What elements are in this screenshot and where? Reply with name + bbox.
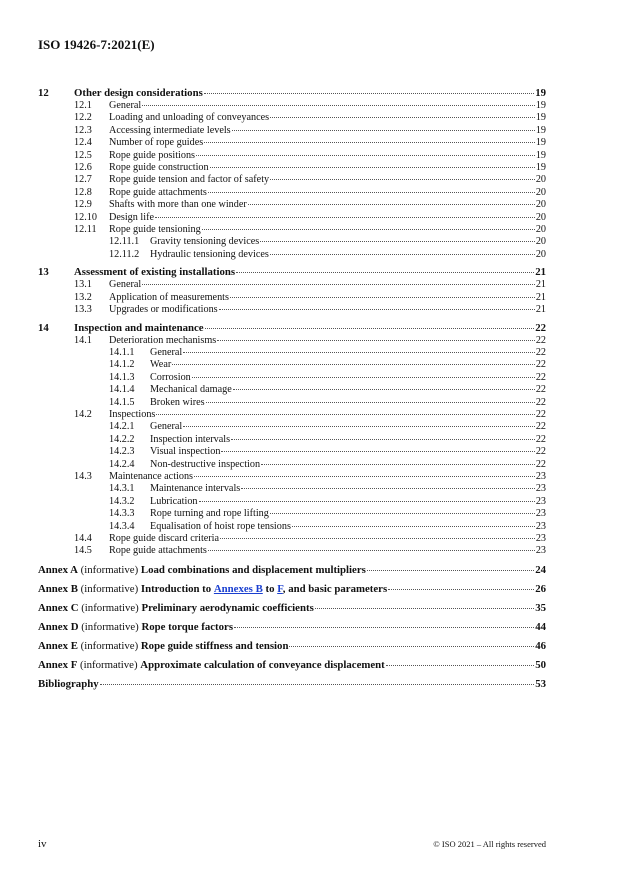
toc-number: 14.1.3: [109, 371, 135, 383]
annex-label: Annex F: [38, 658, 78, 671]
toc-number: 12.11.1: [109, 236, 140, 248]
dot-leader: [210, 167, 535, 168]
toc-title: Rope guide attachments: [109, 545, 207, 557]
toc-title: Rope turning and rope lifting: [150, 508, 269, 520]
toc-number: 14.1.4: [109, 384, 135, 396]
dot-leader: [289, 646, 534, 647]
toc-page: 23: [535, 470, 546, 482]
toc-entry[interactable]: [38, 86, 546, 100]
annex-title: Rope torque factors: [141, 620, 234, 633]
toc-entry[interactable]: [38, 533, 546, 545]
dot-leader: [205, 328, 535, 329]
toc-number: 14.1.5: [109, 396, 135, 408]
toc-annex-entry[interactable]: [38, 563, 546, 577]
toc-title: Maintenance actions: [109, 470, 194, 482]
toc-page: 20: [535, 236, 546, 248]
annex-title: Approximate calculation of conveyance displacement: [140, 658, 385, 671]
dot-leader: [172, 364, 535, 365]
toc-entry[interactable]: [38, 137, 546, 149]
toc-title: Inspection and maintenance: [74, 321, 204, 334]
toc-entry[interactable]: [38, 279, 546, 291]
toc-title: Inspections: [109, 408, 156, 420]
toc-entry[interactable]: [38, 125, 546, 137]
toc-entry[interactable]: [38, 249, 546, 261]
toc-title: Shafts with more than one winder: [109, 199, 247, 211]
dot-leader: [199, 501, 535, 502]
toc-entry[interactable]: [38, 459, 546, 471]
copyright-notice: © ISO 2021 – All rights reserved: [433, 839, 546, 849]
annex-title: Rope guide stiffness and tension: [140, 639, 289, 652]
toc-title: Accessing intermediate levels: [109, 124, 231, 136]
toc-number: 13.1: [74, 279, 92, 291]
toc-title: Loading and unloading of conveyances: [109, 112, 270, 124]
toc-title: Rope guide construction: [109, 162, 209, 174]
toc-page: 22: [535, 334, 546, 346]
toc-page: 20: [535, 211, 546, 223]
toc-number: 14.3.3: [109, 508, 135, 520]
toc-annex-entry[interactable]: [38, 658, 546, 672]
toc-page: 22: [535, 346, 546, 358]
toc-title: Rope guide tension and factor of safety: [109, 174, 270, 186]
toc-entry[interactable]: [38, 187, 546, 199]
toc-page: 22: [535, 384, 546, 396]
toc-number: 12.11.2: [109, 248, 140, 260]
dot-leader: [270, 254, 535, 255]
toc-title: Gravity tensioning devices: [150, 236, 260, 248]
dot-leader: [241, 488, 535, 489]
toc-entry[interactable]: [38, 265, 546, 279]
toc-page: 22: [535, 396, 546, 408]
toc-entry[interactable]: [38, 359, 546, 371]
toc-number: 12.9: [74, 199, 92, 211]
toc-page: 23: [535, 483, 546, 495]
annex-label: Annex C: [38, 601, 79, 614]
toc-page: 19: [535, 162, 546, 174]
toc-number: 14.1: [74, 334, 92, 346]
toc-entry[interactable]: [38, 212, 546, 224]
dot-leader: [155, 217, 535, 218]
toc-page: 20: [535, 174, 546, 186]
annex-kind: (informative): [81, 601, 139, 614]
annex-f-link[interactable]: F: [277, 582, 283, 595]
toc-title: Assessment of existing installations: [74, 266, 236, 279]
table-of-contents: [38, 86, 546, 691]
toc-title: Hydraulic tensioning devices: [150, 248, 269, 260]
page-number: iv: [38, 838, 47, 850]
toc-number: 12.2: [74, 112, 92, 124]
toc-title: Lubrication: [150, 495, 198, 507]
toc-number: 14.2.2: [109, 433, 135, 445]
dot-leader: [208, 192, 535, 193]
toc-number: 14.3.1: [109, 483, 135, 495]
toc-entry[interactable]: [38, 521, 546, 533]
toc-entry[interactable]: [38, 483, 546, 495]
toc-title: Rope guide positions: [109, 149, 196, 161]
toc-bibliography-entry[interactable]: [38, 677, 546, 691]
dot-leader: [270, 513, 535, 514]
toc-number: 12.5: [74, 149, 92, 161]
toc-page: 22: [535, 446, 546, 458]
toc-page: 23: [535, 495, 546, 507]
dot-leader: [386, 665, 534, 666]
dot-leader: [202, 229, 535, 230]
dot-leader: [232, 130, 535, 131]
annexes-b-link[interactable]: Annexes B: [213, 582, 263, 595]
toc-page: 35: [535, 601, 546, 614]
toc-number: 12.10: [74, 211, 97, 223]
toc-annex-entry[interactable]: [38, 582, 546, 596]
toc-page: 23: [535, 520, 546, 532]
toc-number: 12.11: [74, 224, 97, 236]
toc-entry[interactable]: [38, 304, 546, 316]
toc-number: 13.3: [74, 304, 92, 316]
toc-title: Rope guide tensioning: [109, 224, 201, 236]
annex-title: Load combinations and displacement multipliers: [140, 563, 366, 576]
toc-number: 14: [38, 321, 49, 334]
annex-label: Annex D: [38, 620, 79, 633]
dot-leader: [196, 155, 535, 156]
toc-entry[interactable]: [38, 335, 546, 347]
dot-leader: [248, 204, 535, 205]
dot-leader: [156, 414, 534, 415]
dot-leader: [270, 179, 535, 180]
annex-label: Annex E: [38, 639, 78, 652]
toc-page: 19: [535, 149, 546, 161]
dot-leader: [261, 464, 535, 465]
toc-title: Equalisation of hoist rope tensions: [150, 520, 291, 532]
toc-entry[interactable]: [38, 471, 546, 483]
dot-leader: [206, 402, 535, 403]
dot-leader: [315, 608, 534, 609]
dot-leader: [234, 627, 534, 628]
dot-leader: [236, 272, 534, 273]
toc-page: 22: [535, 359, 546, 371]
toc-entry[interactable]: [38, 409, 546, 421]
toc-page: 19: [535, 124, 546, 136]
toc-entry[interactable]: [38, 162, 546, 174]
toc-title: General: [150, 346, 183, 358]
dot-leader: [217, 340, 535, 341]
dot-leader: [142, 105, 535, 106]
toc-title: General: [109, 100, 142, 111]
toc-page: 50: [535, 658, 546, 671]
toc-number: 14.1.1: [109, 346, 135, 358]
toc-entry[interactable]: [38, 434, 546, 446]
annex-label: Annex A: [38, 563, 78, 576]
toc-number: 12.1: [74, 100, 92, 111]
toc-entry[interactable]: [38, 545, 546, 557]
dot-leader: [183, 352, 535, 353]
toc-page: 46: [535, 639, 546, 652]
toc-number: 14.3.4: [109, 520, 135, 532]
toc-number: 14.3.2: [109, 495, 135, 507]
toc-number: 12.6: [74, 162, 92, 174]
toc-page: 23: [535, 508, 546, 520]
annex-title-mid: to: [265, 582, 275, 595]
toc-title: Rope guide discard criteria: [109, 533, 220, 544]
annex-title: Preliminary aerodynamic coefficients: [141, 601, 314, 614]
dot-leader: [388, 589, 534, 590]
toc-number: 14.2: [74, 408, 92, 420]
toc-page: 21: [535, 266, 546, 279]
toc-number: 12: [38, 87, 49, 99]
toc-entry[interactable]: [38, 446, 546, 458]
toc-title: Visual inspection: [150, 446, 221, 458]
toc-page: 24: [535, 563, 546, 576]
toc-entry[interactable]: [38, 199, 546, 211]
dot-leader: [230, 297, 535, 298]
dot-leader: [204, 142, 535, 143]
toc-number: 14.2.4: [109, 458, 135, 470]
toc-entry[interactable]: [38, 496, 546, 508]
toc-number: 12.4: [74, 137, 92, 149]
toc-page: 19: [535, 87, 546, 99]
annex-kind: (informative): [80, 639, 139, 652]
toc-title: Design life: [109, 211, 154, 223]
toc-page: 53: [535, 677, 546, 690]
toc-entry[interactable]: [38, 321, 546, 335]
dot-leader: [142, 284, 535, 285]
toc-page: 22: [535, 408, 546, 420]
dot-leader: [208, 550, 535, 551]
toc-number: 14.4: [74, 533, 92, 544]
dot-leader: [220, 538, 535, 539]
toc-title: Mechanical damage: [150, 384, 232, 396]
toc-title: Non-destructive inspection: [150, 458, 261, 470]
toc-title: Rope guide attachments: [109, 186, 207, 198]
toc-annex-entry[interactable]: [38, 601, 546, 615]
toc-page: 23: [535, 533, 546, 544]
toc-entry[interactable]: [38, 112, 546, 124]
toc-entry[interactable]: [38, 174, 546, 186]
toc-number: 12.8: [74, 186, 92, 198]
toc-title: Wear: [150, 359, 172, 371]
toc-title: Upgrades or modifications: [109, 304, 218, 316]
toc-title: Application of measurements: [109, 291, 229, 303]
toc-number: 14.2.1: [109, 421, 135, 433]
toc-entry[interactable]: [38, 421, 546, 433]
toc-entry[interactable]: [38, 224, 546, 236]
toc-page: 22: [535, 371, 546, 383]
toc-page: 22: [535, 421, 546, 433]
toc-page: 21: [535, 279, 546, 291]
toc-number: 12.3: [74, 124, 92, 136]
toc-number: 14.5: [74, 545, 92, 557]
toc-page: 21: [535, 304, 546, 316]
annex-kind: (informative): [80, 582, 139, 595]
annex-kind: (informative): [80, 658, 138, 671]
toc-entry[interactable]: [38, 150, 546, 162]
dot-leader: [270, 117, 535, 118]
dot-leader: [233, 389, 535, 390]
toc-page: 20: [535, 199, 546, 211]
toc-annex-entry[interactable]: [38, 620, 546, 634]
toc-page: 22: [535, 321, 546, 334]
toc-page: 19: [535, 137, 546, 149]
toc-entry[interactable]: [38, 236, 546, 248]
toc-title: Number of rope guides: [109, 137, 204, 149]
toc-number: 14.3: [74, 470, 92, 482]
dot-leader: [367, 570, 534, 571]
toc-page: 19: [535, 112, 546, 124]
dot-leader: [194, 476, 535, 477]
toc-title: Deterioration mechanisms: [109, 334, 217, 346]
annex-label: Annex B: [38, 582, 78, 595]
toc-title: General: [109, 279, 142, 291]
dot-leader: [192, 377, 535, 378]
toc-title: General: [150, 421, 183, 433]
toc-page: 20: [535, 248, 546, 260]
dot-leader: [183, 426, 535, 427]
toc-number: 14.2.3: [109, 446, 135, 458]
toc-page: 19: [535, 100, 546, 111]
toc-number: 13.2: [74, 291, 92, 303]
toc-title: Inspection intervals: [150, 433, 231, 445]
toc-page: 22: [535, 433, 546, 445]
bibliography-title: Bibliography: [38, 677, 99, 690]
toc-entry[interactable]: [38, 292, 546, 304]
toc-number: 14.1.2: [109, 359, 135, 371]
annex-kind: (informative): [81, 620, 139, 633]
toc-entry[interactable]: [38, 384, 546, 396]
toc-number: 12.7: [74, 174, 92, 186]
toc-page: 44: [535, 620, 546, 633]
annex-kind: (informative): [80, 563, 139, 576]
dot-leader: [231, 439, 535, 440]
toc-title: Maintenance intervals: [150, 483, 241, 495]
toc-page: 23: [535, 545, 546, 557]
toc-entry[interactable]: [38, 100, 546, 112]
dot-leader: [260, 241, 535, 242]
dot-leader: [100, 684, 535, 685]
toc-entry[interactable]: [38, 347, 546, 359]
toc-number: 13: [38, 266, 49, 279]
toc-page: 22: [535, 458, 546, 470]
dot-leader: [221, 451, 534, 452]
document-id: ISO 19426-7:2021(E): [38, 37, 155, 52]
annex-title-prefix: Introduction to: [140, 582, 212, 595]
toc-annex-entry[interactable]: [38, 639, 546, 653]
annex-title-suffix: , and basic parameters: [282, 582, 388, 595]
toc-page: 26: [535, 582, 546, 595]
toc-title: Broken wires: [150, 396, 205, 408]
toc-title: Other design considerations: [74, 87, 203, 99]
toc-entry[interactable]: [38, 397, 546, 409]
toc-entry[interactable]: [38, 508, 546, 520]
toc-page: 21: [535, 291, 546, 303]
dot-leader: [219, 309, 535, 310]
toc-entry[interactable]: [38, 372, 546, 384]
dot-leader: [292, 526, 535, 527]
toc-page: 20: [535, 186, 546, 198]
toc-page: 20: [535, 224, 546, 236]
toc-title: Corrosion: [150, 371, 191, 383]
dot-leader: [204, 93, 534, 94]
